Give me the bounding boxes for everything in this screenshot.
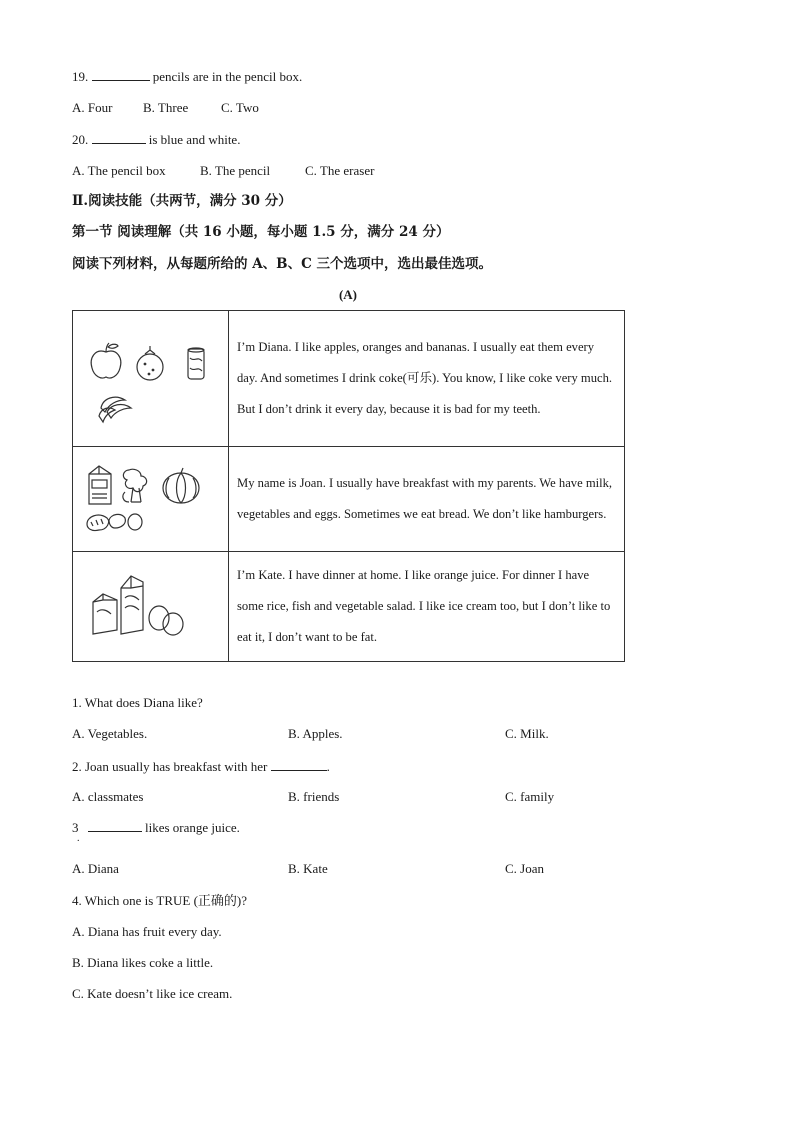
question-1-stem: 1. What does Diana like? (72, 695, 203, 710)
passages-table (72, 310, 625, 662)
option-a: A. Vegetables. (72, 726, 148, 741)
breakfast-foods-illustration (73, 448, 228, 551)
question-2-stem (72, 758, 330, 775)
passage-row (73, 447, 625, 552)
passage-text: I’m Diana. I like apples, oranges and bananas. I usually eat them every day. And sometimes I drink coke(可乐). You know, I like coke very much. But I don’t drink it every day, because it is bad for my teeth. (229, 311, 625, 447)
option-b: B. Apples. (288, 726, 343, 741)
option-c: C. Two (221, 100, 259, 115)
fruit-and-coke-illustration (73, 312, 228, 446)
option-b: B. Three (143, 100, 189, 115)
question-4-stem: 4. Which one is TRUE (正确的)? (72, 893, 247, 908)
option-a: A. Diana (72, 861, 119, 876)
option-a: A. The pencil box (72, 163, 166, 178)
option-a: A. Four (72, 100, 113, 115)
question-text: pencils are in the pencil box. (152, 69, 303, 84)
question-number: 3 (72, 820, 79, 835)
passage-image-cell (73, 311, 229, 447)
option-c: C. Milk. (505, 726, 549, 741)
passage-row (73, 552, 625, 662)
instruction: 阅读下列材料，从每题所给的 A、B、C 三个选项中，选出最佳选项。 (72, 256, 493, 272)
passage-image-cell (73, 552, 229, 662)
option-c: C. Joan (505, 861, 544, 876)
answer-blank[interactable] (92, 68, 150, 81)
question-20-stem (72, 131, 240, 148)
question-punctuation: . (326, 759, 330, 774)
juice-and-eggs-illustration (73, 556, 228, 658)
answer-blank[interactable] (92, 131, 146, 144)
question-number: 19. (72, 69, 89, 84)
passage-text: My name is Joan. I usually have breakfast with my parents. We have milk, vegetables and eggs. Sometimes we eat bread. We don’t like hamburgers. (229, 447, 625, 552)
passage-row (73, 311, 625, 447)
option-c: C. family (505, 789, 555, 804)
passage-label: (A) (338, 287, 358, 302)
option-c: C. The eraser (305, 163, 375, 178)
question-text: 2. Joan usually has breakfast with her (72, 759, 268, 774)
answer-blank[interactable] (88, 819, 142, 832)
option-b: B. The pencil (200, 163, 271, 178)
option-c: C. Kate doesn’t like ice cream. (72, 986, 233, 1001)
answer-blank[interactable] (271, 758, 327, 771)
question-text: is blue and white. (148, 132, 241, 147)
option-b: B. Kate (288, 861, 328, 876)
question-3-stem (72, 819, 240, 836)
passage-image-cell (73, 447, 229, 552)
question-number: 20. (72, 132, 89, 147)
option-a: A. Diana has fruit every day. (72, 924, 222, 939)
option-b: B. Diana likes coke a little. (72, 955, 214, 970)
stray-dot: . (77, 833, 80, 844)
part-title: Ⅱ.阅读技能（共两节，满分 30 分） (72, 193, 292, 209)
subsection-title: 第一节 阅读理解（共 16 小题，每小题 1.5 分，满分 24 分） (72, 224, 450, 240)
question-19-stem (72, 68, 302, 85)
passage-text: I’m Kate. I have dinner at home. I like orange juice. For dinner I have some rice, fish and vegetable salad. I like ice cream too, but I don’t like to eat it, I don’t want to be fat. (229, 552, 625, 662)
option-b: B. friends (288, 789, 340, 804)
option-a: A. classmates (72, 789, 144, 804)
question-text: likes orange juice. (145, 820, 240, 835)
